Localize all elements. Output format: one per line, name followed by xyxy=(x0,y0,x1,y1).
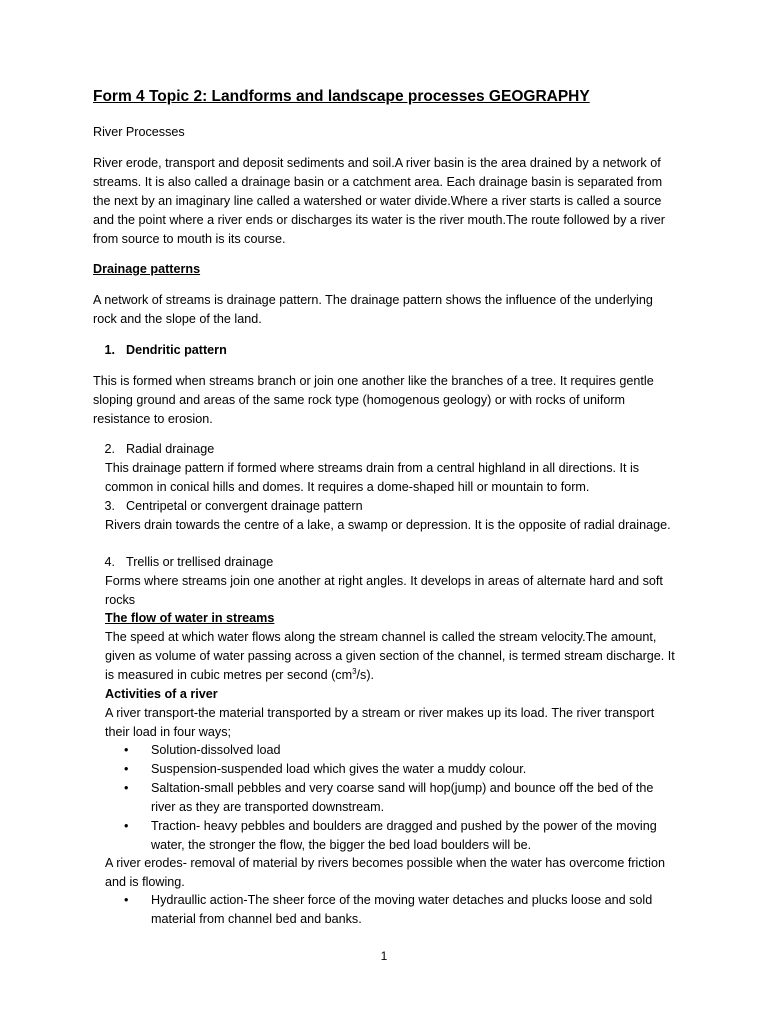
drainage-item-3 xyxy=(93,497,363,516)
bullet-glyph: • xyxy=(124,743,129,757)
drainage-patterns-heading: Drainage patterns xyxy=(93,262,201,276)
page-number: 1 xyxy=(380,949,388,963)
flow-text-before: The speed at which water flows along the stream channel is called the stream velocity.The amount, given as volume of water passing across a given section of the channel, is termed stream discharge. It is measured in cubic metres per second (cm xyxy=(105,630,675,682)
drainage-item-4 xyxy=(93,553,273,572)
erosion-intro: A river erodes- removal of material by rivers becomes possible when the water has overcome friction and is flowing. xyxy=(105,856,665,889)
erosion-bullet-1 xyxy=(124,891,675,929)
transport-bullet-4 xyxy=(124,817,675,855)
drainage-item-2 xyxy=(93,440,214,459)
drainage-item-2-label: Radial drainage xyxy=(126,442,215,456)
drainage-item-3-number: 3. xyxy=(104,499,115,513)
drainage-item-1-desc: This is formed when streams branch or join one another like the branches of a tree. It requires gentle sloping ground and areas of the same rock type (homogenous geology) or with rocks of uniform resistance to erosion. xyxy=(93,374,654,426)
drainage-item-2-number: 2. xyxy=(104,442,115,456)
transport-bullet-3 xyxy=(124,779,675,817)
drainage-item-2-desc: This drainage pattern if formed where streams drain from a central highland in all directions. It is common in conical hills and domes. It requires a dome-shaped hill or mountain to form. xyxy=(105,461,640,494)
activities-heading: Activities of a river xyxy=(105,687,218,701)
drainage-item-3-desc: Rivers drain towards the centre of a lake, a swamp or depression. It is the opposite of radial drainage. xyxy=(105,518,671,532)
flow-superscript: 3 xyxy=(352,666,357,676)
transport-bullet-2-text: Suspension-suspended load which gives the water a muddy colour. xyxy=(151,762,527,776)
transport-bullet-4-text: Traction- heavy pebbles and boulders are dragged and pushed by the power of the moving water, the stronger the flow, the bigger the bed load boulders will be. xyxy=(151,819,657,852)
drainage-item-1-number: 1. xyxy=(104,343,115,357)
flow-heading: The flow of water in streams xyxy=(105,611,275,625)
erosion-bullet-1-text: Hydraullic action-The sheer force of the moving water detaches and plucks loose and sold material from channel bed and banks. xyxy=(151,893,653,926)
transport-bullet-3-text: Saltation-small pebbles and very coarse sand will hop(jump) and bounce off the bed of the river as they are transported downstream. xyxy=(151,781,654,814)
transport-bullet-1 xyxy=(124,741,675,760)
flow-text-after: /s). xyxy=(356,668,375,682)
transport-bullet-1-text: Solution-dissolved load xyxy=(151,743,281,757)
drainage-item-4-label: Trellis or trellised drainage xyxy=(126,555,274,569)
drainage-item-1 xyxy=(93,341,227,360)
drainage-item-4-number: 4. xyxy=(104,555,115,569)
bullet-glyph: • xyxy=(124,819,129,833)
section-label-river-processes: River Processes xyxy=(93,125,185,139)
drainage-item-4-desc: Forms where streams join one another at right angles. It develops in areas of alternate hard and soft rocks xyxy=(105,574,663,607)
bullet-glyph: • xyxy=(124,781,129,795)
flow-paragraph xyxy=(105,628,675,685)
drainage-intro: A network of streams is drainage pattern. The drainage pattern shows the influence of the underlying rock and the slope of the land. xyxy=(93,293,653,326)
intro-paragraph: River erode, transport and deposit sediments and soil.A river basin is the area drained by a network of streams. It is also called a drainage basin or a catchment area. Each drainage basin is separated from the next by an imaginary line called a watershed or water divide.Where a river starts is called a source and the point where a river ends or discharges its water is the river mouth.The route followed by a river from source to mouth is its course. xyxy=(93,156,665,246)
transport-intro: A river transport-the material transported by a stream or river makes up its load. The river transport their load in four ways; xyxy=(105,706,655,739)
bullet-glyph: • xyxy=(124,762,129,776)
drainage-item-1-label: Dendritic pattern xyxy=(126,343,227,357)
drainage-item-3-label: Centripetal or convergent drainage pattern xyxy=(126,499,363,513)
transport-bullet-2 xyxy=(124,760,675,779)
bullet-glyph: • xyxy=(124,893,129,907)
document-title: Form 4 Topic 2: Landforms and landscape processes GEOGRAPHY xyxy=(93,88,590,105)
